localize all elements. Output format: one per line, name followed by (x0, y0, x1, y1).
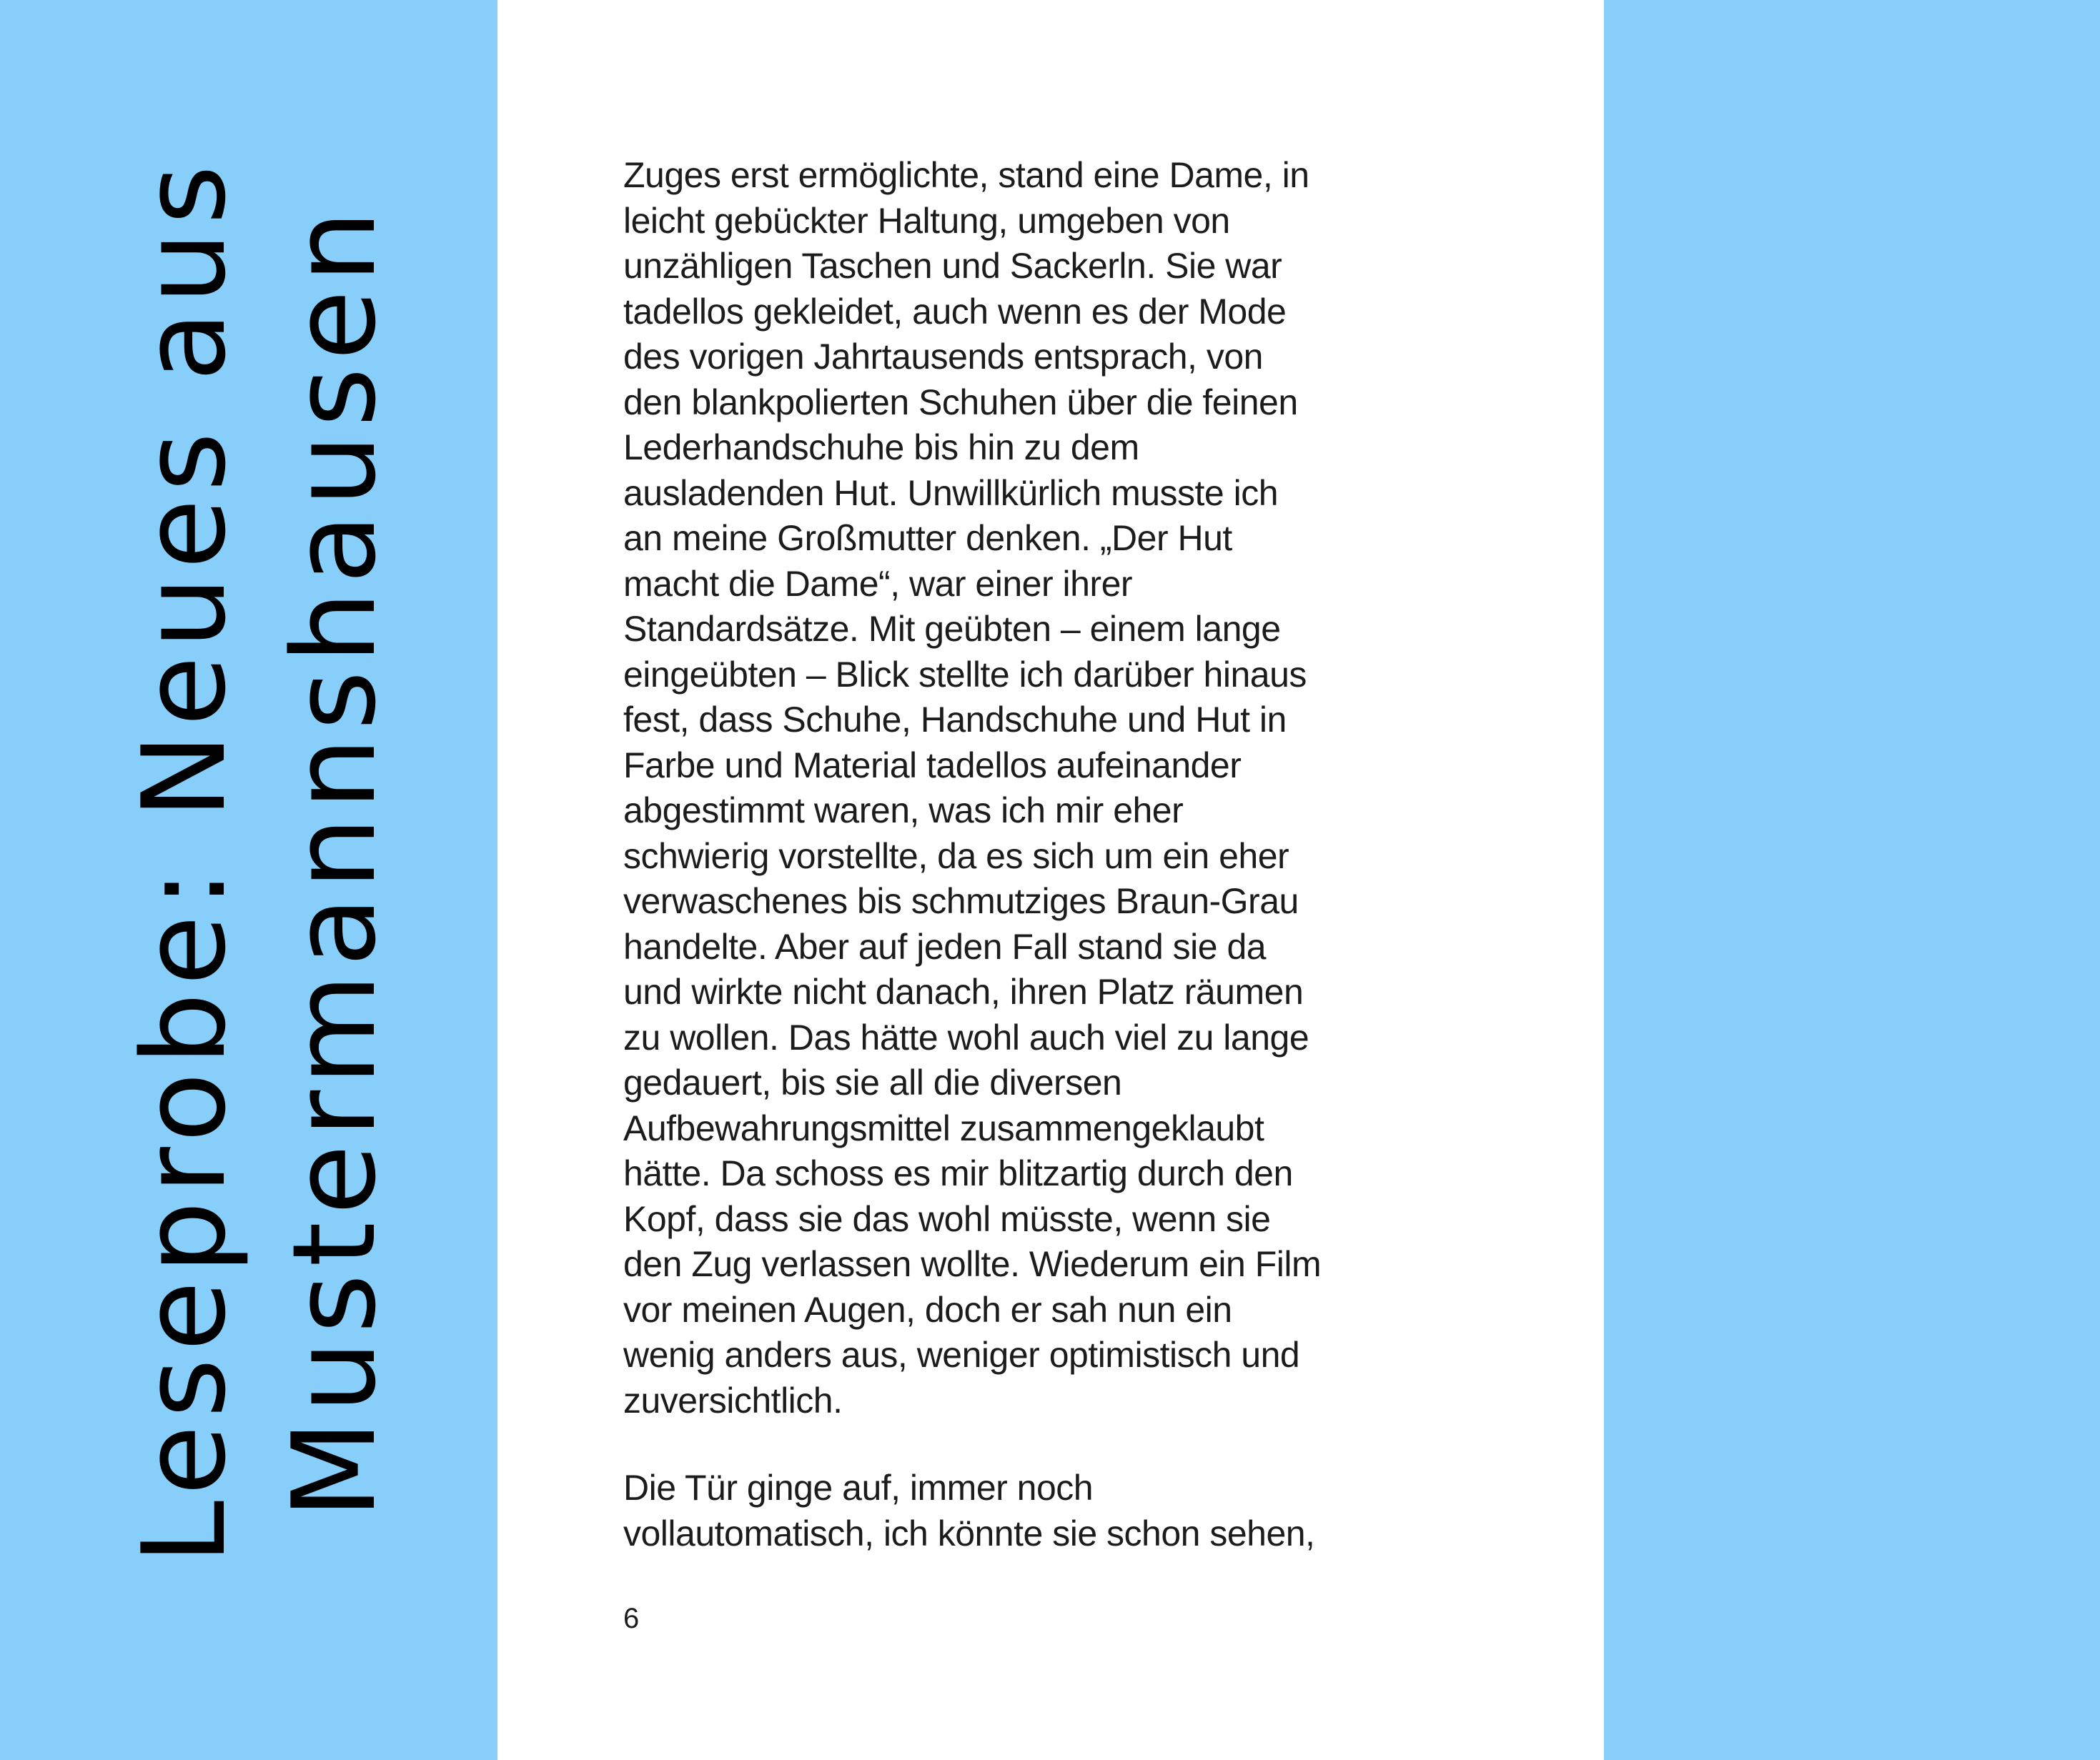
vertical-title (109, 111, 410, 1611)
title-line-2: Mustermannshausen (267, 203, 401, 1519)
page-number: 6 (623, 1603, 640, 1634)
paragraph-1: Zuges erst ermöglichte, stand eine Dame, in leicht gebückter Haltung, umgeben von unzähligen Taschen und Sackerln. Sie war tadellos gekleidet, auch wenn es der Mode des vorigen Jahrtausends entsprach, von den blankpolierten Schuhen über die feinen Lederhandschuhe bis hin zu dem ausladenden Hut. Unwillkürlich musste ich an meine Großmutter denken. „Der Hut macht die Dame“, war einer ihrer Standardsätze. Mit geübten – einem lange eingeübten – Blick stellte ich darüber hinaus fest, dass Schuhe, Handschuhe und Hut in Farbe und Material tadellos aufeinander abgestimmt waren, was ich mir eher schwierig vorstellte, da es sich um ein eher verwaschenes bis schmutziges Braun-Grau handelte. Aber auf jeden Fall stand sie da und wirkte nicht danach, ihren Platz räumen zu wollen. Das hätte wohl auch viel zu lange gedauert, bis sie all die diversen Aufbewahrungsmittel zusammengeklaubt hätte. Da schoss es mir blitzartig durch den Kopf, dass sie das wohl müsste, wenn sie den Zug verlassen wollte. Wiederum ein Film vor meinen Augen, doch er sah nun ein wenig anders aus, weniger optimistisch und zuversichtlich. (623, 155, 1322, 1421)
title-line-1: Leseprobe: Neues aus (117, 157, 251, 1565)
page-body (623, 153, 1524, 1556)
book-page (497, 0, 1604, 1760)
paragraph-2: Die Tür ginge auf, immer noch vollautomatisch, ich könnte sie schon sehen, (623, 1468, 1315, 1553)
